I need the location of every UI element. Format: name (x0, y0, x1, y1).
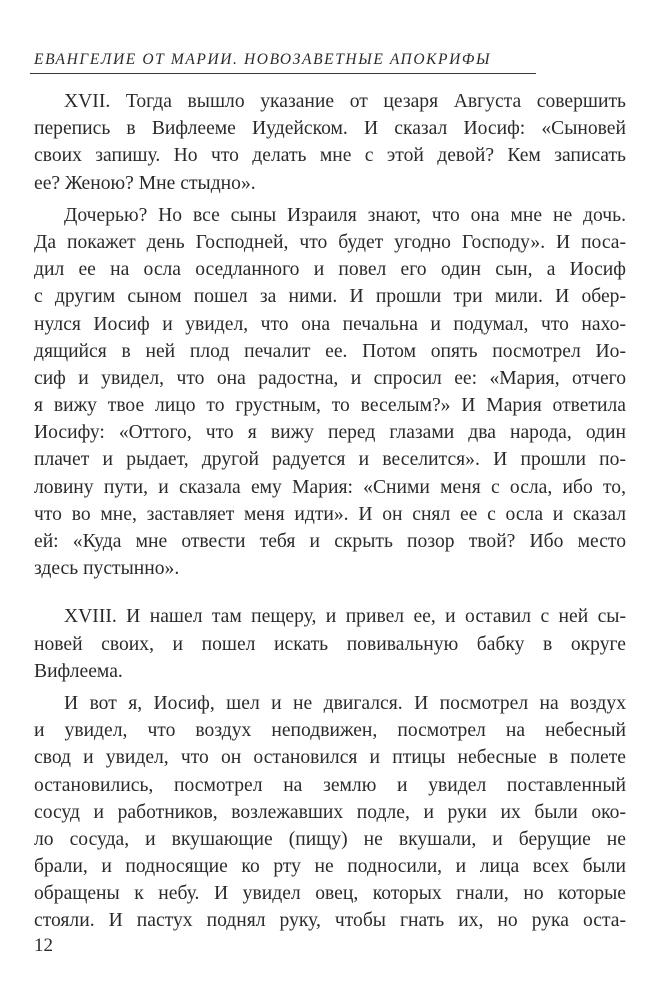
text-line: свод и увидел, что он остановился и птицы небесные в полете (34, 747, 626, 769)
text-line: брали, и подносящие ко рту не подносили, и лица всех были (34, 856, 626, 878)
text-line: с другим сыном пошел за ними. И прошли три мили. И обер- (34, 286, 626, 308)
text-line: и увидел, что воздух неподвижен, посмотрел на небесный (34, 720, 626, 742)
paragraph (34, 603, 626, 685)
body-text (34, 88, 626, 935)
running-head-rule (30, 73, 536, 74)
text-line: сосуд и работников, возлежавших подле, и руки их были око- (34, 801, 626, 823)
text-line: Дочерью? Но все сыны Израиля знают, что она мне не дочь. (64, 204, 626, 226)
text-line: дил ее на осла оседланного и повел его один сын, а Иосиф (34, 259, 626, 281)
text-line: ее? Женою? Мне стыдно». (34, 172, 256, 194)
text-line: И вот я, Иосиф, шел и не двигался. И посмотрел на воздух (64, 692, 626, 714)
text-line: что во мне, заставляет меня идти». И он снял ее с осла и сказал (34, 503, 626, 525)
text-line: перепись в Вифлееме Иудейском. И сказал Иосиф: «Сыновей (34, 118, 626, 140)
text-line: новей своих, и пошел искать повивальную бабку в округе (34, 633, 626, 655)
text-line: обращены к небу. И увидел овец, которых гнали, но которые (34, 883, 626, 905)
running-head: ЕВАНГЕЛИЕ ОТ МАРИИ. НОВОЗАВЕТНЫЕ АПОКРИФЫ (34, 51, 492, 68)
text-line: ло сосуда, и вкушающие (пищу) не вкушали, и берущие не (34, 828, 626, 850)
page-number: 12 (34, 935, 53, 956)
paragraph (34, 88, 626, 197)
text-line: здесь пустынно». (34, 558, 180, 580)
text-line: XVII. Тогда вышло указание от цезаря Августа совершить (64, 91, 626, 112)
paragraph (34, 202, 626, 583)
text-line: Да покажет день Господней, что будет угодно Господу». И поса- (34, 231, 626, 253)
text-line: Иосифу: «Оттого, что я вижу перед глазами два народа, один (34, 422, 626, 444)
text-line: сиф и увидел, что она радостна, и спросил ее: «Мария, отчего (34, 367, 626, 389)
text-line: плачет и рыдает, другой радуется и веселится». И прошли по- (34, 449, 626, 471)
text-line: ловину пути, и сказала ему Мария: «Сними меня с осла, ибо то, (34, 476, 626, 498)
text-line: я вижу твое лицо то грустным, то веселым?» И Мария ответила (34, 395, 626, 417)
text-line: стояли. И пастух поднял руку, чтобы гнать их, но рука оста- (34, 910, 626, 932)
text-line: XVIII. И нашел там пещеру, и привел ее, и оставил с ней сы- (64, 606, 626, 628)
text-line: Вифлеема. (34, 660, 123, 682)
text-line: нулся Иосиф и увидел, что она печальна и подумал, что нахо- (34, 313, 626, 335)
text-line: остановились, посмотрел на землю и увидел поставленный (34, 774, 626, 796)
text-line: своих запишу. Но что делать мне с этой девой? Кем записать (34, 145, 626, 167)
section-break (34, 582, 626, 603)
paragraph (34, 690, 626, 935)
text-line: ей: «Куда мне отвести тебя и скрыть позор твой? Ибо место (34, 531, 626, 552)
text-line: дящийся в ней плод печалит ее. Потом опять посмотрел Ио- (34, 340, 626, 362)
